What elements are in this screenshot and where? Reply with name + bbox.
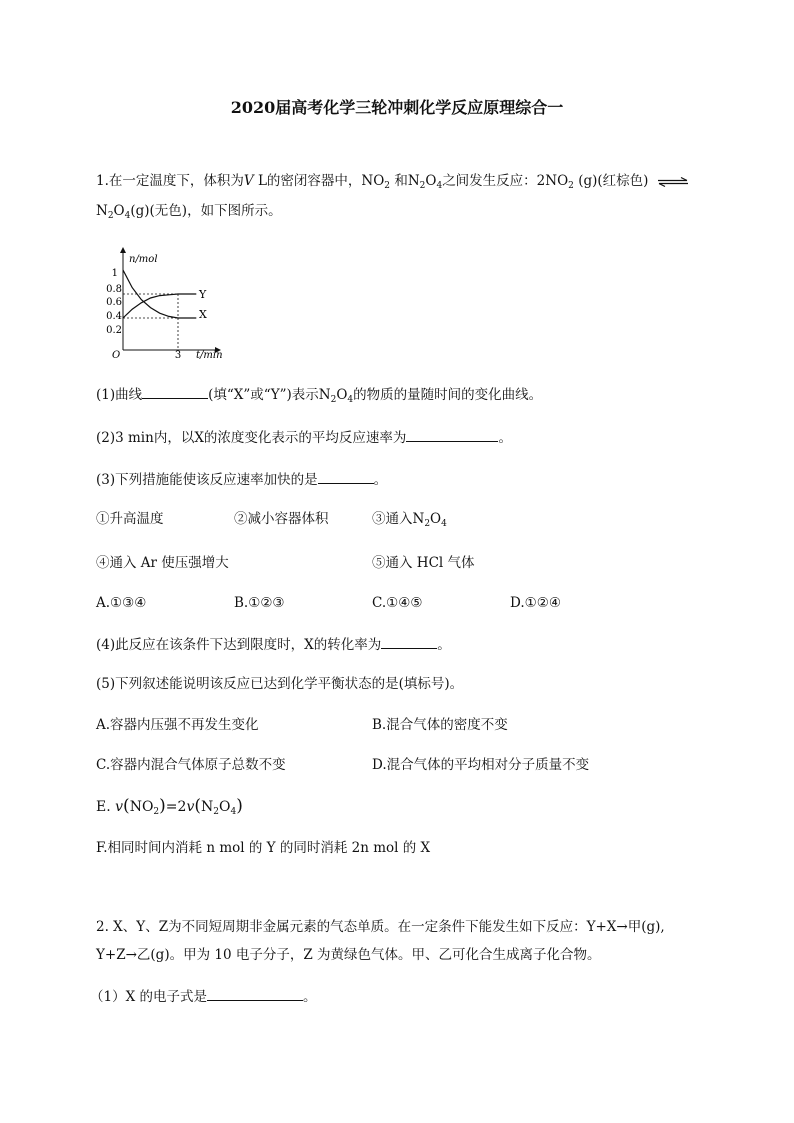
q2-part1-a: （1）X 的电子式是 [90,989,207,1005]
measure-2: ②减小容器体积 [234,511,329,527]
measure-1: ①升高温度 [96,511,164,527]
q1-sub: 4 [436,181,443,191]
q1-sub: 2 [424,519,431,529]
q1-part1-c: 的物质的量随时间的变化曲线。 [353,387,543,403]
paren-close-icon: ) [159,796,166,816]
q1-stem-part1: 1.在一定温度下，体积为 [96,173,244,189]
option-e-o: O [218,799,231,815]
option-e-v1: v [115,799,124,815]
q1-line2-n: N [96,203,108,219]
y-tick-1: 1 [111,268,118,279]
choice-a[interactable]: A.①③④ [96,595,147,611]
q1-stem-line1 [96,171,689,191]
q2-line2: Y+Z→乙(g)。甲为 10 电子分子，Z 为黄绿色气体。甲、乙可化合生成离子化合物。 [96,947,601,963]
page-title: 2020届高考化学三轮冲刺化学反应原理综合一 [230,98,564,117]
q2-line1: 2. X、Y、Z为不同短周期非金属元素的气态单质。在一定条件下能发生如下反应：Y+X→甲(g), [96,919,665,935]
q1-stem-o: O [425,173,437,189]
q1-sub: 2 [153,807,160,817]
equilibrium-arrow-icon [657,177,689,187]
q1-part4 [96,634,451,655]
option-e-v2: v [186,799,195,815]
choice-c[interactable]: C.①④⑤ [372,595,423,611]
q1-part4-b: 。 [437,637,451,653]
q1-sub: 4 [230,807,237,817]
measure-3-o: O [430,511,442,527]
q1-sub: 2 [107,211,114,221]
q1-sub: 2 [419,181,426,191]
guide-lines [123,294,178,350]
x-tick-3: 3 [174,350,182,361]
option-e-no: NO [129,799,154,815]
measure-4: ④通入 Ar 使压强增大 [96,555,229,571]
q2-part1-b: 。 [303,989,317,1005]
choice-b[interactable]: B.①②③ [234,595,285,611]
q1-part5: (5)下列叙述能说明该反应已达到化学平衡状态的是(填标号)。 [96,676,464,692]
answer-blank[interactable] [406,427,498,442]
option-c[interactable]: C.容器内混合气体原子总数不变 [96,757,286,773]
measure-3 [372,509,447,529]
answer-blank[interactable] [381,634,437,649]
paren-close-icon: ) [236,796,243,816]
q1-stem-between: 之间发生反应：2NO [442,173,569,189]
y-tick-0.4: 0.4 [106,311,122,322]
q1-stem-g-red: (g)(红棕色) [578,173,649,189]
q1-stem-l: L [257,173,267,189]
q1-part2 [96,427,512,448]
q1-sub: 2 [330,395,337,405]
q1-stem-line2 [96,201,282,221]
measure-5: ⑤通入 HCl 气体 [372,555,475,571]
answer-blank[interactable] [207,986,303,1001]
q1-part1-a: (1)曲线 [96,387,143,403]
q1-part3 [96,469,387,490]
graph-ylabel: n/mol [129,254,158,265]
curve-label-x: X [199,308,207,321]
option-d[interactable]: D.混合气体的平均相对分子质量不变 [372,757,590,773]
choice-d[interactable]: D.①②④ [510,595,561,611]
q1-part4-a: (4)此反应在该条件下达到限度时，X的转化率为 [96,637,382,653]
paren-open-icon: ( [123,796,130,816]
option-f[interactable]: F.相同时间内消耗 n mol 的 Y 的同时消耗 2n mol 的 X [96,840,431,856]
q1-part2-a: (2)3 min内，以X的浓度变化表示的平均反应速率为 [96,430,407,446]
q1-part3-b: 。 [373,472,388,488]
option-e-a: E. [96,799,111,815]
q1-sub: 2 [384,181,391,191]
q1-line2-b: (g)(无色)，如下图所示。 [130,203,282,219]
graph-xlabel: t/min [196,350,223,361]
q1-stem-v: V [243,173,254,189]
q1-part1-o: O [336,387,348,403]
option-e-eq: =2 [165,799,187,815]
y-tick-0.8: 0.8 [106,284,122,295]
paren-open-icon: ( [194,796,201,816]
graph-origin: O [112,350,121,361]
q1-sub: 4 [441,519,447,529]
q2-part1 [90,986,317,1007]
n-t-graph [108,244,238,360]
answer-blank[interactable] [318,469,374,484]
q1-line2-o: O [113,203,125,219]
q1-stem-part2: 的密闭容器中，NO [266,173,385,189]
q1-sub: 4 [347,395,354,405]
option-b[interactable]: B.混合气体的密度不变 [372,717,508,733]
q1-sub: 2 [213,807,219,817]
y-tick-0.2: 0.2 [106,325,122,336]
y-tick-0.6: 0.6 [106,297,122,308]
measure-3-text: ③通入N [372,511,425,527]
q1-part1-b: (填“X”或“Y”)表示N [208,387,331,403]
q1-part2-b: 。 [498,430,512,446]
option-e[interactable] [96,796,243,817]
q1-sub: 4 [124,211,131,221]
option-a[interactable]: A.容器内压强不再发生变化 [96,717,259,733]
q1-sub: 2 [568,181,574,191]
answer-blank[interactable] [142,384,208,399]
q1-part1 [96,384,542,405]
q1-part3-a: (3)下列措施能使该反应速率加快的是 [96,472,318,488]
q1-stem-and: 和N [394,173,420,189]
option-e-n: N [201,799,214,815]
series-line-y [123,294,196,318]
curve-label-y: Y [199,288,207,301]
